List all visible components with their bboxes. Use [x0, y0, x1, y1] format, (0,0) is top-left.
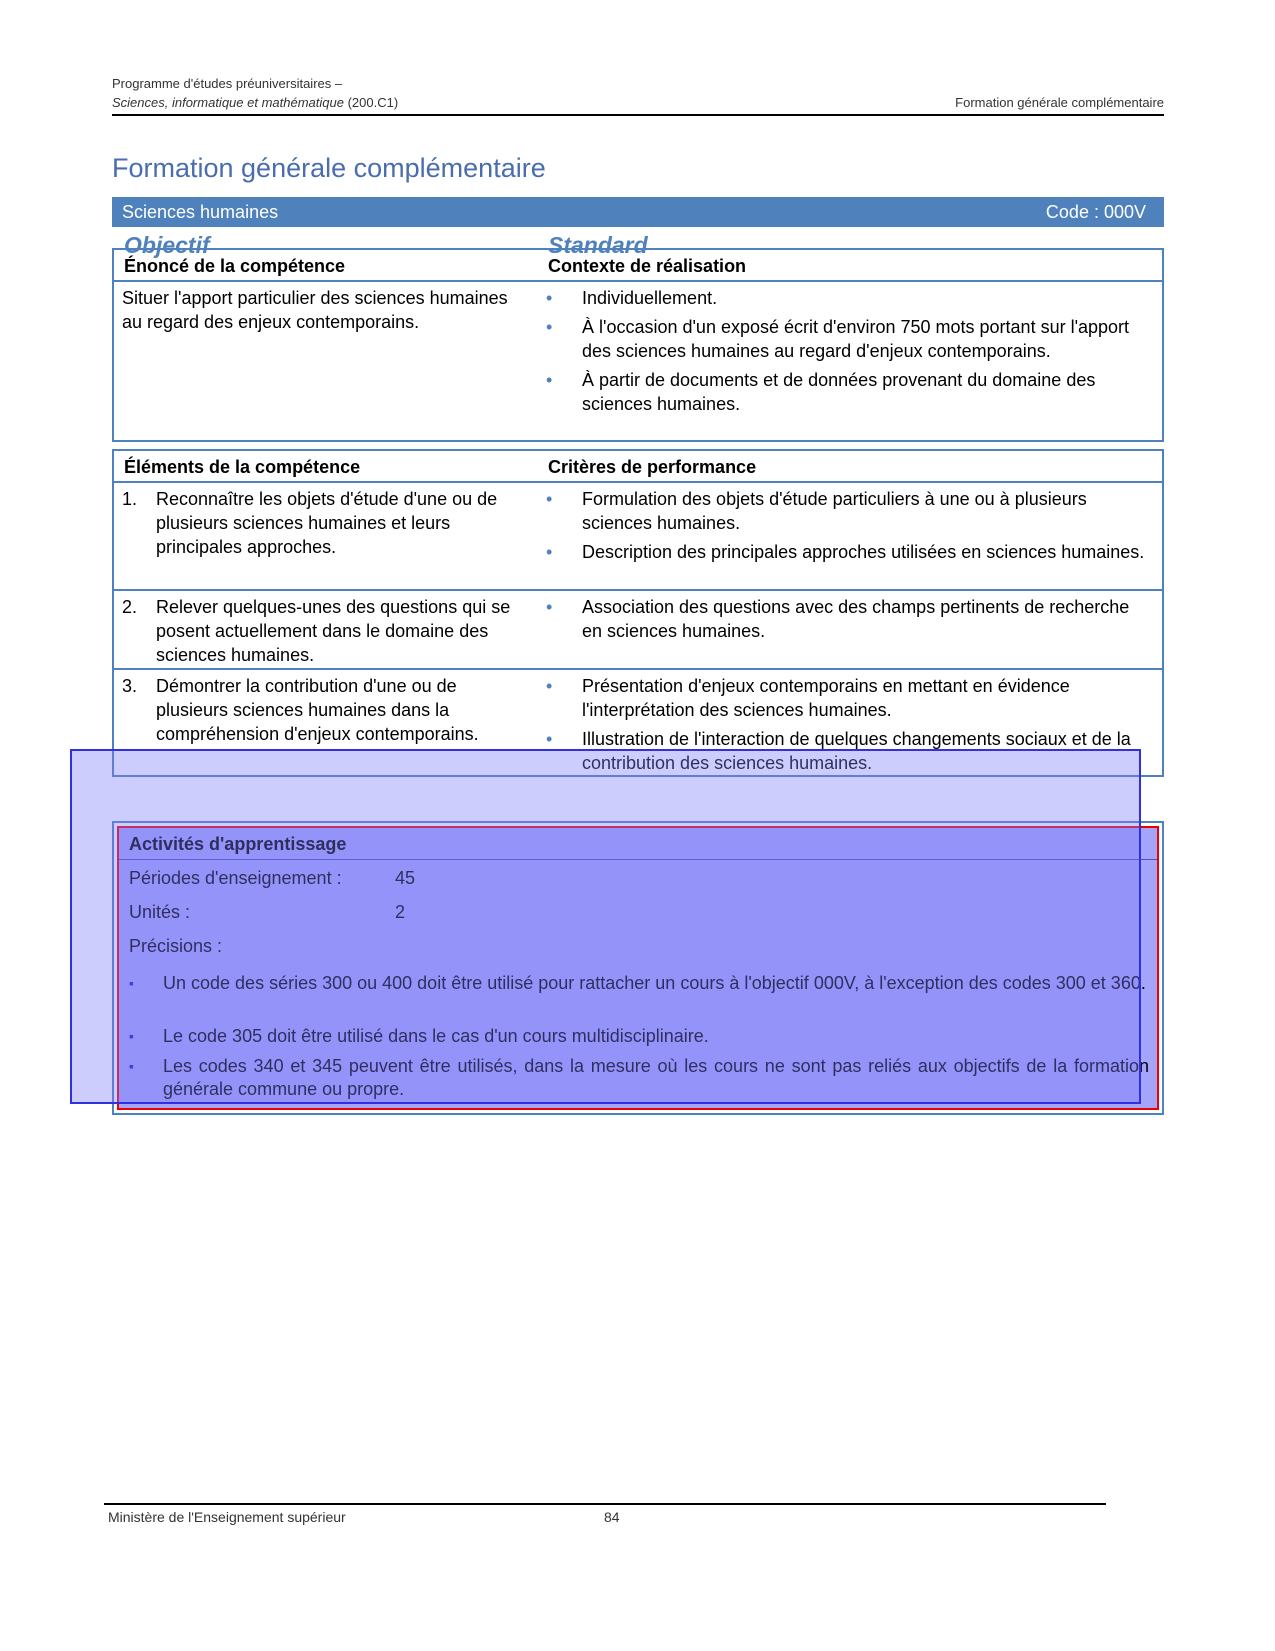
element-row-2 [114, 591, 1162, 670]
section-code: Code : 000V [1045, 201, 1146, 222]
header-program-name: Sciences, informatique et mathématique [112, 95, 344, 110]
header-rule [112, 114, 1164, 116]
element-cell [114, 670, 538, 775]
document-page [112, 76, 1164, 1099]
context-item: • À l'occasion d'un exposé écrit d'environ 750 mots portant sur l'apport des sciences humaines au regard d'enjeux contemporains. [538, 315, 1152, 363]
unites-line [119, 902, 406, 923]
element-row-3 [114, 670, 1162, 775]
activites-heading: Activités d'apprentissage [119, 828, 1157, 860]
element-cell [114, 483, 538, 589]
element-row-1 [114, 483, 1162, 591]
objectif-heading: Objectif [124, 232, 210, 258]
criteria-item: • Illustration de l'interaction de quelques changements sociaux et de la contribution des sciences humaines. [538, 727, 1152, 775]
enonce-heading: Énoncé de la compétence [124, 256, 346, 276]
standard-heading: Standard [548, 232, 648, 258]
header-program-code: (200.C1) [347, 95, 399, 110]
context-list [538, 282, 1162, 421]
precision-item: ▪ Le code 305 doit être utilisé dans le cas d'un cours multidisciplinaire. [129, 1025, 1149, 1048]
element-number: 1. [122, 489, 138, 509]
criteria-list [538, 483, 1162, 589]
element-item [122, 487, 530, 559]
element-text: Relever quelques-unes des questions qui se posent actuellement dans le domaine des sciences humaines. [156, 597, 511, 665]
competence-table [112, 248, 1164, 442]
section-name: Sciences humaines [122, 201, 279, 222]
element-number: 3. [122, 676, 138, 696]
competence-table-header [114, 250, 1162, 282]
context-item: • Individuellement. [538, 286, 1152, 310]
activites-box [112, 821, 1164, 1115]
criteria-list [538, 670, 1162, 775]
page-header [112, 76, 1164, 116]
unites-label: Unités : [129, 902, 191, 922]
element-number: 2. [122, 597, 138, 617]
section-band [112, 197, 1164, 227]
element-item [122, 595, 530, 667]
element-item [122, 674, 530, 746]
periodes-line [119, 868, 416, 889]
page-number: 84 [604, 1509, 620, 1525]
competence-statement: Situer l'apport particulier des sciences humaines au regard des enjeux contemporains. [122, 288, 508, 332]
competence-row [114, 282, 1162, 421]
contexte-heading: Contexte de réalisation [548, 256, 747, 276]
unites-value: 2 [395, 902, 406, 922]
header-section: Formation générale complémentaire [955, 95, 1164, 110]
criteria-item: • Présentation d'enjeux contemporains en mettant en évidence l'interprétation des sciences humaines. [538, 674, 1152, 722]
footer-ministry: Ministère de l'Enseignement supérieur [108, 1509, 346, 1525]
elements-table-header [114, 451, 1162, 483]
activites-inner [117, 826, 1159, 1110]
element-cell [114, 591, 538, 668]
elements-heading: Éléments de la compétence [124, 457, 361, 477]
precisions-label: Précisions : [129, 936, 223, 956]
criteria-item: • Description des principales approches utilisées en sciences humaines. [538, 540, 1152, 564]
context-item: • À partir de documents et de données provenant du domaine des sciences humaines. [538, 368, 1152, 416]
element-text: Reconnaître les objets d'étude d'une ou de plusieurs sciences humaines et leurs principales approches. [156, 489, 498, 557]
page-title: Formation générale complémentaire [112, 153, 546, 183]
criteria-list [538, 591, 1162, 668]
header-program: Programme d'études préuniversitaires – [112, 76, 343, 91]
periodes-value: 45 [395, 868, 416, 888]
periodes-label: Périodes d'enseignement : [129, 868, 342, 888]
elements-table [112, 449, 1164, 777]
footer-rule [104, 1503, 1106, 1505]
criteres-heading: Critères de performance [548, 457, 757, 477]
precision-item: ▪ Un code des séries 300 ou 400 doit être utilisé pour rattacher un cours à l'objectif 000V, à l'exception des codes 300 et 360. [129, 972, 1149, 995]
precision-item: ▪ Les codes 340 et 345 peuvent être utilisés, dans la mesure où les cours ne sont pas reliés aux objectifs de la formation générale commune ou propre. [129, 1055, 1149, 1101]
criteria-item: • Formulation des objets d'étude particuliers à une ou à plusieurs sciences humaines. [538, 487, 1152, 535]
header-program-line2 [112, 95, 398, 110]
criteria-item: • Association des questions avec des champs pertinents de recherche en sciences humaines. [538, 595, 1152, 643]
element-text: Démontrer la contribution d'une ou de plusieurs sciences humaines dans la compréhension d'enjeux contemporains. [156, 676, 479, 744]
